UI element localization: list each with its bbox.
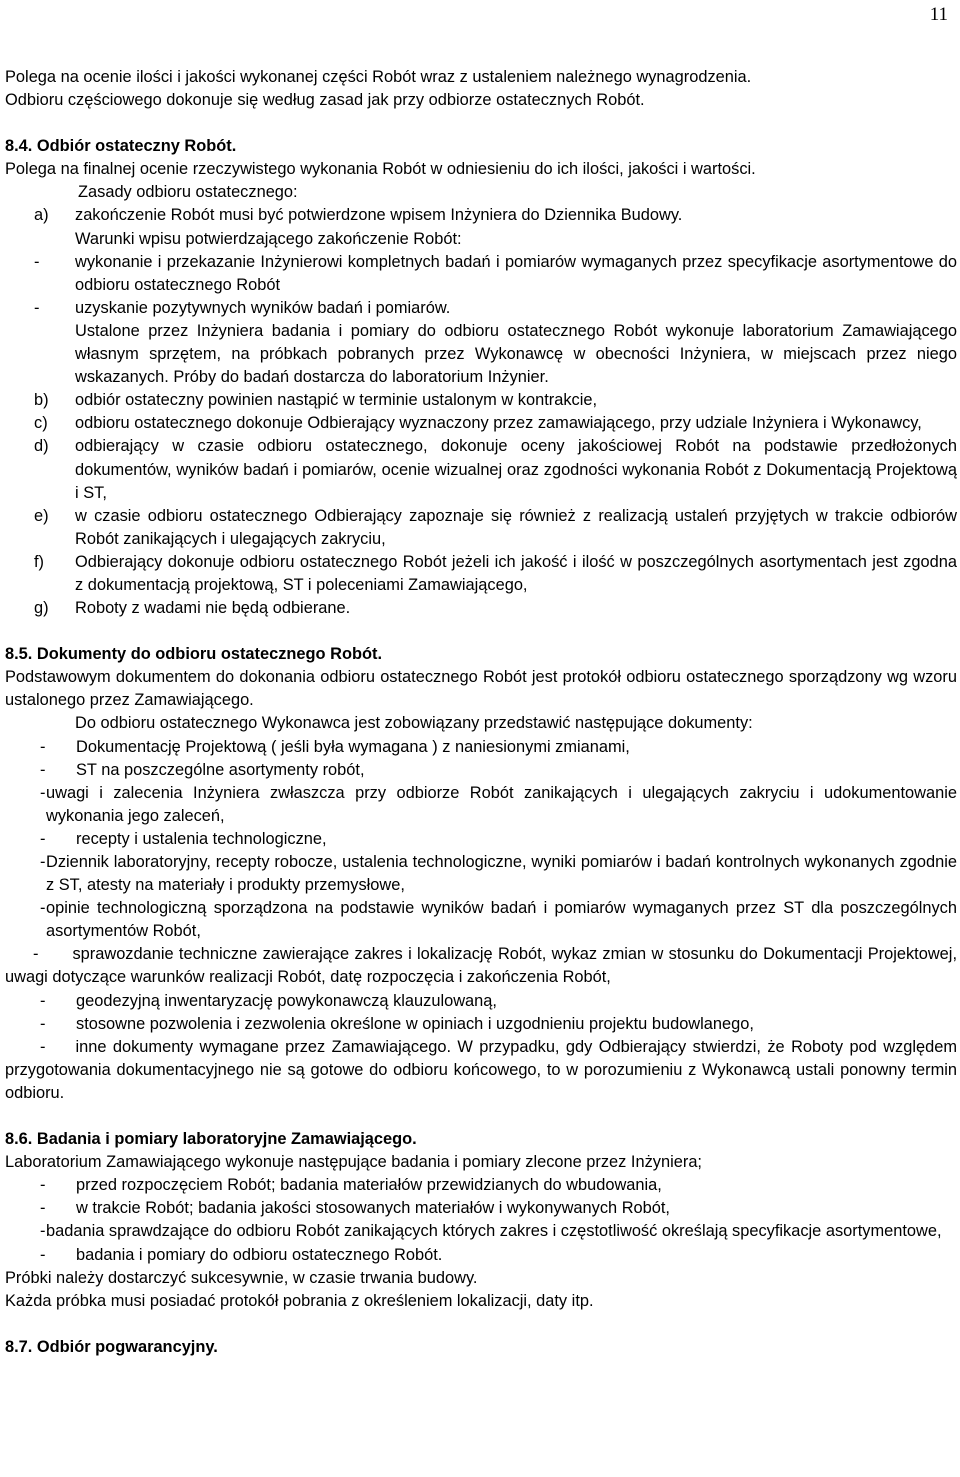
item-d-text: odbierający w czasie odbioru ostatecznego, dokonuje oceny jakościowej Robót na podstawie przedłożonych dokumentów, wyników badań i pomiarów, ocenie wizualnej oraz zgodności wykonania Robót z Dokumentacją Projektową i ST, <box>75 437 957 502</box>
test-dash: - <box>40 1199 46 1218</box>
list-item <box>5 828 957 851</box>
doc-text: opinie technologiczną sporządzona na podstawie wyników badań i pomiarów wymaganych przez ST dla poszczególnych asortymentów Robót, <box>46 899 957 941</box>
list-item <box>5 1013 957 1036</box>
section-heading-8-7: 8.7. Odbiór pogwarancyjny. <box>5 1337 218 1356</box>
item-b-text: odbiór ostateczny powinien nastąpić w terminie ustalonym w kontrakcie, <box>75 391 598 410</box>
condition-2 <box>5 297 957 320</box>
doc-dash: - <box>40 853 46 871</box>
laboratory-paragraph: Ustalone przez Inżyniera badania i pomiary do odbioru ostatecznego Robót wykonuje laboratorium Zamawiającego własnym sprzętem, na próbkach pobranych przez Wykonawcę w obecności Inżyniera, w miejscach przez niego wskazanych. Próby do badań dostarcza do laboratorium Inżynier. <box>75 321 957 387</box>
list-item <box>5 412 957 435</box>
page-number: 11 <box>929 4 948 25</box>
doc-text: Dokumentację Projektową ( jeśli była wymagana ) z naniesionymi zmianami, <box>76 737 630 756</box>
item-c-label: c) <box>34 414 48 433</box>
doc-text: geodezyjną inwentaryzację powykonawczą klauzulowaną, <box>76 991 497 1010</box>
rule-a-text: zakończenie Robót musi być potwierdzone wpisem Inżyniera do Dziennika Budowy. <box>75 206 683 225</box>
samples-line: Próbki należy dostarczyć sukcesywnie, w czasie trwania budowy. <box>5 1268 478 1287</box>
rule-a <box>5 204 957 227</box>
item-g-text: Roboty z wadami nie będą odbierane. <box>75 599 351 618</box>
test-text: badania sprawdzające do odbioru Robót zanikających których zakres i częstotliwość określają specyfikacje asortymentowe, <box>46 1222 942 1241</box>
test-dash: - <box>40 1176 46 1195</box>
item-f-label: f) <box>34 552 45 571</box>
test-text: w trakcie Robót; badania jakości stosowanych materiałów i wykonywanych Robót, <box>76 1199 670 1218</box>
doc-text: stosowne pozwolenia i zezwolenia określone w opiniach i uzgodnieniu projektu budowlanego, <box>76 1014 754 1033</box>
list-item <box>5 1220 957 1243</box>
doc-dash: - <box>40 1037 46 1056</box>
condition-1 <box>5 251 957 297</box>
doc-dash: - <box>40 899 46 918</box>
list-item <box>5 505 957 551</box>
doc-dash: - <box>33 945 39 964</box>
intro-line-1: Polega na ocenie ilości i jakości wykonanej części Robót wraz z ustaleniem należnego wynagrodzenia. <box>5 68 752 86</box>
doc-dash: - <box>40 783 46 802</box>
section-heading-8-4: 8.4. Odbiór ostateczny Robót. <box>5 137 237 156</box>
rule-a-label: a) <box>34 206 49 225</box>
list-item <box>5 897 957 943</box>
rules-title: Zasady odbioru ostatecznego: <box>78 183 298 202</box>
list-item <box>5 389 957 412</box>
intro-line-2: Odbioru częściowego dokonuje się według zasad jak przy odbiorze ostatecznych Robót. <box>5 91 645 110</box>
doc-text: ST na poszczególne asortymenty robót, <box>76 760 365 779</box>
condition-1-text: wykonanie i przekazanie Inżynierowi kompletnych badań i pomiarów wymaganych przez specyfikacje asortymentowe do odbioru ostatecznego Robót <box>75 252 957 294</box>
doc-text: recepty i ustalenia technologiczne, <box>76 829 327 848</box>
protocol-line: Każda próbka musi posiadać protokół pobrania z określeniem lokalizacji, daty itp. <box>5 1291 594 1310</box>
doc-dash: - <box>40 760 46 779</box>
section-8-5-intro: Podstawowym dokumentem do dokonania odbioru ostatecznego Robót jest protokół odbioru ostatecznego sporządzony wg wzoru ustalonego przez Zamawiającego. <box>5 668 957 710</box>
list-item <box>5 736 957 759</box>
test-text: przed rozpoczęciem Robót; badania materiałów przewidzianych do wbudowania, <box>76 1176 662 1195</box>
condition-2-text: uzyskanie pozytywnych wyników badań i pomiarów. <box>75 298 451 317</box>
conditions-title: Warunki wpisu potwierdzającego zakończenie Robót: <box>75 229 462 248</box>
section-8-6-intro: Laboratorium Zamawiającego wykonuje następujące badania i pomiary zlecone przez Inżyniera; <box>5 1153 702 1172</box>
condition-1-dash: - <box>34 252 40 271</box>
document-body <box>5 66 957 1359</box>
section-heading-8-5: 8.5. Dokumenty do odbioru ostatecznego Robót. <box>5 645 383 664</box>
item-e-text: w czasie odbioru ostatecznego Odbierający zapoznaje się również z realizacją ustaleń przyjętych w trakcie odbiorów Robót zanikających i ulegających zakryciu, <box>75 506 957 548</box>
doc-dash: - <box>40 737 46 756</box>
doc-text: Dziennik laboratoryjny, recepty robocze, ustalenia technologiczne, wyniki pomiarów i badań kontrolnych wykonanych zgodnie z ST, atesty na materiały i produkty przemysłowe, <box>46 853 957 895</box>
doc-dash: - <box>40 991 46 1010</box>
test-dash: - <box>40 1245 46 1264</box>
list-item <box>5 759 957 782</box>
doc-dash: - <box>40 829 46 848</box>
doc-dash: - <box>40 1014 46 1033</box>
item-b-label: b) <box>34 391 49 410</box>
doc-text: sprawozdanie techniczne zawierające zakres i lokalizację Robót, wykaz zmian w stosunku do Dokumentacji Projektowej, uwagi dotyczące warunków realizacji Robót, datę rozpoczęcia i zakończenia Robót, <box>5 945 957 987</box>
other-documents-item <box>5 1036 957 1105</box>
list-item <box>5 1197 957 1220</box>
documents-title: Do odbioru ostatecznego Wykonawca jest zobowiązany przedstawić następujące dokumenty: <box>75 714 753 733</box>
list-item <box>5 782 957 828</box>
item-f-text: Odbierający dokonuje odbioru ostatecznego Robót jeżeli ich jakość i ilość w poszczególnych asortymentach jest zgodna z dokumentacją projektową, ST i poleceniami Zamawiającego, <box>75 552 957 594</box>
test-text: badania i pomiary do odbioru ostatecznego Robót. <box>76 1245 443 1264</box>
list-item <box>5 1174 957 1197</box>
list-item <box>5 551 957 597</box>
list-item <box>5 851 957 897</box>
test-dash: - <box>40 1222 46 1241</box>
list-item <box>5 990 957 1013</box>
list-item <box>5 597 957 620</box>
condition-2-dash: - <box>34 298 40 317</box>
doc-text: uwagi i zalecenia Inżyniera zwłaszcza przy odbiorze Robót zanikających i ulegających zakryciu i udokumentowanie wykonania jego zaleceń, <box>46 783 957 825</box>
item-d-label: d) <box>34 437 49 456</box>
item-c-text: odbioru ostatecznego dokonuje Odbierający wyznaczony przez zamawiającego, przy udziale Inżyniera i Wykonawcy, <box>75 414 922 433</box>
technical-report-item <box>5 943 957 989</box>
doc-text: inne dokumenty wymagane przez Zamawiającego. W przypadku, gdy Odbierający stwierdzi, że Roboty pod względem przygotowania dokumentacyjnego nie są gotowe do odbioru końcowego, to w porozumieniu z Wykonawcą ustali ponowny termin odbioru. <box>5 1037 957 1102</box>
list-item <box>5 1244 957 1267</box>
section-8-4-desc: Polega na finalnej ocenie rzeczywistego wykonania Robót w odniesieniu do ich ilości, jakości i wartości. <box>5 160 756 179</box>
section-heading-8-6: 8.6. Badania i pomiary laboratoryjne Zamawiającego. <box>5 1130 417 1149</box>
item-g-label: g) <box>34 599 49 618</box>
list-item <box>5 435 957 504</box>
item-e-label: e) <box>34 506 49 525</box>
